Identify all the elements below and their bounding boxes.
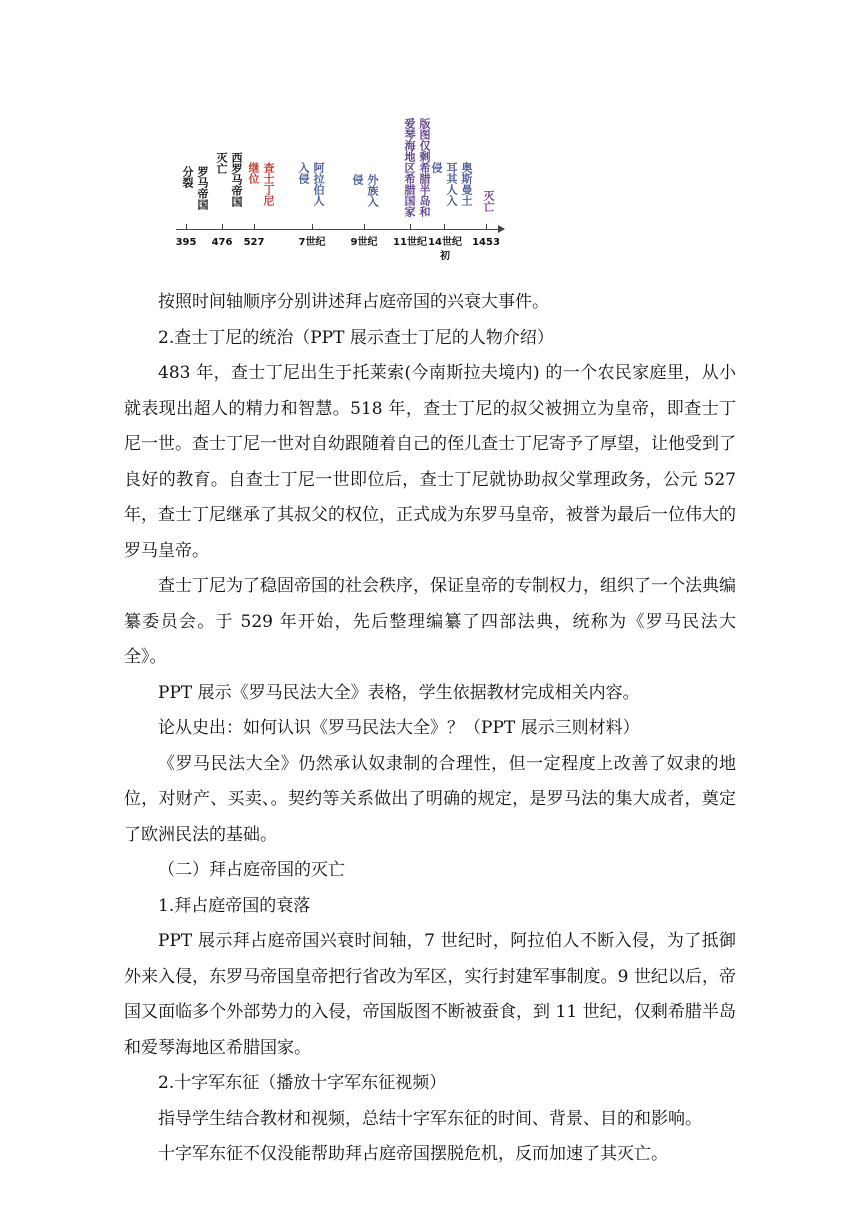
timeline-date: 527 — [243, 237, 265, 248]
timeline-tick — [222, 224, 223, 229]
timeline-event: 奥斯曼土耳其人入侵 — [430, 162, 473, 206]
paragraph: PPT 展示《罗马民法大全》表格，学生依据教材完成相关内容。 — [158, 682, 640, 703]
timeline-tick — [486, 224, 487, 229]
paragraph: PPT 展示拜占庭帝国兴衰时间轴，7 世纪时，阿拉伯人不断入侵，为了抵御外来入侵，东罗马帝国皇帝把行省改为军区，实行封建军事制度。9 世纪以后，帝国又面临多个外部势力的入侵，帝国版图不断被蚕食，到 11 世纪，仅剩希腊半岛和爱琴海地区希腊国家。 — [124, 931, 736, 1058]
timeline-tick — [410, 224, 411, 229]
section-heading: 2.查士丁尼的统治（PPT 展示查士丁尼的人物介绍） — [158, 327, 554, 348]
timeline-axis — [176, 229, 501, 230]
paragraph: 十字军东征不仅没能帮助拜占庭帝国摆脱危机，反而加速了其灭亡。 — [158, 1144, 668, 1164]
timeline-arrow — [498, 225, 505, 233]
timeline-event: 查士丁尼继位 — [247, 162, 275, 206]
timeline-tick — [364, 224, 365, 229]
section-heading: （二）拜占庭帝国的灭亡 — [158, 860, 345, 880]
timeline-date: 1453 — [472, 237, 500, 248]
section-heading: 2.十字军东征（播放十字军东征视频） — [158, 1073, 447, 1093]
timeline-figure — [170, 112, 510, 272]
timeline-tick — [312, 224, 313, 229]
timeline-date: 11世纪 — [393, 237, 427, 248]
timeline-tick — [186, 224, 187, 229]
paragraph: 《罗马民法大全》仍然承认奴隶制的合理性，但一定程度上改善了奴隶的地位，对财产、买卖、。契约等关系做出了明确的规定，是罗马法的集大成者，奠定了欧洲民法的基础。 — [124, 753, 736, 845]
paragraph: 483 年，查士丁尼出生于托莱索(今南斯拉夫境内) 的一个农民家庭里，从小就表现出超人的精力和智慧。518 年，查士丁尼的叔父被拥立为皇帝，即查士丁尼一世。查士丁尼一世对自幼跟随着自己的侄儿查士丁尼寄予了厚望，让他受到了良好的教育。自查士丁尼一世即位后，查士丁尼就协助叔父掌理政务，公元 527 年，查士丁尼继承了其叔父的权位，正式成为东罗马皇帝，被誉为最后一位伟大的罗马皇帝。 — [124, 363, 736, 561]
body-text — [124, 285, 736, 1173]
timeline-date: 476 — [211, 237, 233, 248]
timeline-tick — [254, 224, 255, 229]
paragraph: 按照时间轴顺序分别讲述拜占庭帝国的兴衰大事件。 — [158, 292, 549, 312]
timeline-tick — [444, 224, 445, 229]
timeline-date: 7世纪 — [298, 237, 326, 248]
timeline-event: 灭亡 — [482, 190, 495, 212]
timeline-event: 罗马帝国分裂 — [181, 166, 209, 210]
timeline-event: 西罗马帝国灭亡 — [215, 152, 243, 207]
timeline-event: 外族入侵 — [351, 174, 379, 207]
timeline-event: 阿拉伯人入侵 — [297, 162, 325, 206]
timeline-event: 版图仅剩希腊半岛和爱琴海地区希腊国家 — [403, 118, 431, 217]
paragraph: 查士丁尼为了稳固帝国的社会秩序，保证皇帝的专制权力，组织了一个法典编纂委员会。于 529 年开始，先后整理编纂了四部法典，统称为《罗马民法大全》。 — [124, 576, 736, 667]
paragraph: 指导学生结合教材和视频，总结十字军东征的时间、背景、目的和影响。 — [158, 1108, 702, 1129]
section-heading: 1.拜占庭帝国的衰落 — [158, 895, 311, 916]
timeline-date: 9世纪 — [350, 237, 378, 248]
paragraph: 论从史出：如何认识《罗马民法大全》？（PPT 展示三则材料） — [158, 718, 640, 738]
timeline-date: 395 — [175, 237, 197, 248]
timeline-date: 14世纪初 — [428, 237, 462, 262]
